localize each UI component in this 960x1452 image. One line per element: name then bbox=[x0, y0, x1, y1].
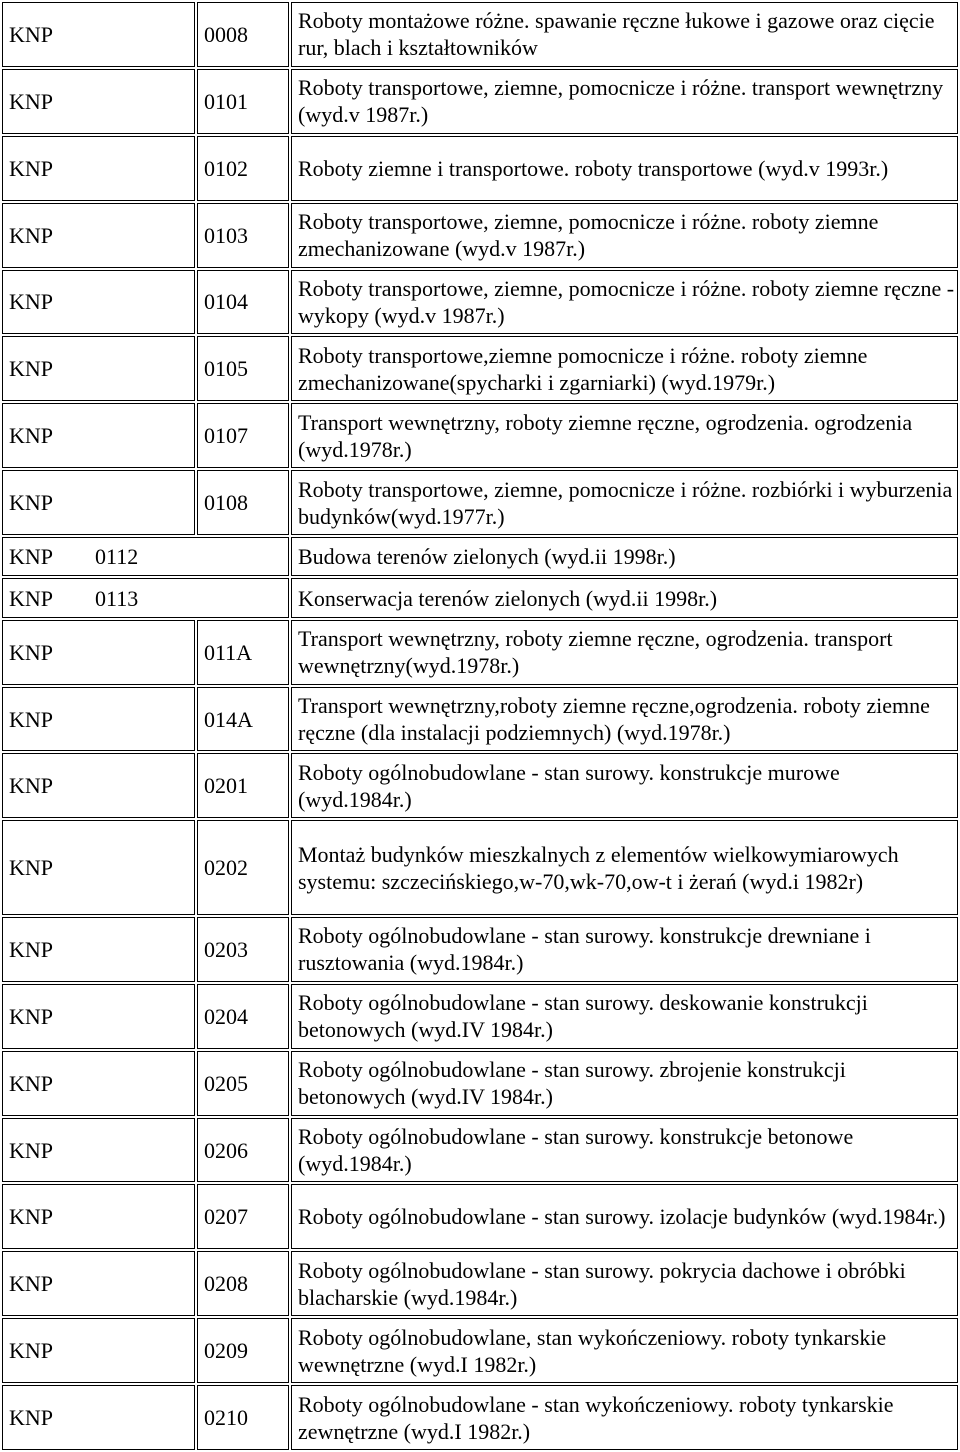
table-row bbox=[2, 687, 958, 752]
row-prefix-cell: KNP bbox=[2, 984, 195, 1049]
row-description-cell: Transport wewnętrzny, roboty ziemne ręczne, ogrodzenia. ogrodzenia (wyd.1978r.) bbox=[291, 403, 958, 468]
table-row bbox=[2, 917, 958, 982]
table-row bbox=[2, 820, 958, 915]
row-description-cell: Roboty transportowe,ziemne pomocnicze i różne. roboty ziemne zmechanizowane(spycharki i zgarniarki) (wyd.1979r.) bbox=[291, 336, 958, 401]
row-description-cell: Roboty ogólnobudowlane - stan surowy. zbrojenie konstrukcji betonowych (wyd.IV 1984r.) bbox=[291, 1051, 958, 1116]
table-row bbox=[2, 2, 958, 67]
row-number-cell: 0205 bbox=[197, 1051, 289, 1116]
table-row bbox=[2, 1385, 958, 1450]
row-number-cell: 0207 bbox=[197, 1184, 289, 1249]
row-number-cell: 0201 bbox=[197, 753, 289, 818]
row-description-cell: Roboty transportowe, ziemne, pomocnicze i różne. roboty ziemne ręczne - wykopy (wyd.v 1987r.) bbox=[291, 270, 958, 335]
row-description-cell: Transport wewnętrzny,roboty ziemne ręczne,ogrodzenia. roboty ziemne ręczne (dla instalacji podziemnych) (wyd.1978r.) bbox=[291, 687, 958, 752]
row-number-cell: 0208 bbox=[197, 1251, 289, 1316]
table-row bbox=[2, 203, 958, 268]
row-prefix-cell: KNP bbox=[2, 820, 195, 915]
table-row bbox=[2, 69, 958, 134]
row-prefix-cell: KNP bbox=[2, 1251, 195, 1316]
row-number-cell: 0210 bbox=[197, 1385, 289, 1450]
row-description-cell: Transport wewnętrzny, roboty ziemne ręczne, ogrodzenia. transport wewnętrzny(wyd.1978r.) bbox=[291, 620, 958, 685]
row-number-cell: 014A bbox=[197, 687, 289, 752]
row-prefix-cell: KNP bbox=[2, 1385, 195, 1450]
row-description-cell: Roboty ogólnobudowlane - stan surowy. konstrukcje betonowe (wyd.1984r.) bbox=[291, 1118, 958, 1183]
table-row bbox=[2, 336, 958, 401]
table-row bbox=[2, 403, 958, 468]
row-description-cell: Roboty ogólnobudowlane - stan surowy. pokrycia dachowe i obróbki blacharskie (wyd.1984r.) bbox=[291, 1251, 958, 1316]
table-row bbox=[2, 578, 958, 617]
row-number-cell: 0103 bbox=[197, 203, 289, 268]
table-row bbox=[2, 136, 958, 201]
row-description-cell: Roboty ogólnobudowlane - stan surowy. konstrukcje murowe (wyd.1984r.) bbox=[291, 753, 958, 818]
row-prefix-cell: KNP bbox=[2, 620, 195, 685]
row-number-cell: 0108 bbox=[197, 470, 289, 535]
row-prefix-cell: KNP bbox=[2, 203, 195, 268]
table-row bbox=[2, 984, 958, 1049]
table-row bbox=[2, 620, 958, 685]
row-number-cell: 0102 bbox=[197, 136, 289, 201]
row-number-cell: 011A bbox=[197, 620, 289, 685]
row-number-cell: 0008 bbox=[197, 2, 289, 67]
row-prefix: KNP bbox=[9, 585, 54, 611]
row-number-cell: 0209 bbox=[197, 1318, 289, 1383]
row-description-cell: Roboty ogólnobudowlane - stan surowy. izolacje budynków (wyd.1984r.) bbox=[291, 1184, 958, 1249]
row-number-cell: 0202 bbox=[197, 820, 289, 915]
row-prefix-cell: KNP bbox=[2, 687, 195, 752]
row-number-cell: 0101 bbox=[197, 69, 289, 134]
row-number: 0113 bbox=[95, 585, 139, 611]
row-prefix-cell: KNP bbox=[2, 270, 195, 335]
row-number-cell: 0203 bbox=[197, 917, 289, 982]
row-prefix-cell: KNP bbox=[2, 470, 195, 535]
row-description-cell: Roboty ogólnobudowlane - stan wykończeniowy. roboty tynkarskie zewnętrzne (wyd.I 1982r.) bbox=[291, 1385, 958, 1450]
row-number-cell: 0105 bbox=[197, 336, 289, 401]
catalog-table-body bbox=[2, 2, 958, 1450]
table-row bbox=[2, 1184, 958, 1249]
row-prefix-cell: KNP bbox=[2, 1318, 195, 1383]
row-prefix-cell: KNP bbox=[2, 69, 195, 134]
row-prefix: KNP bbox=[9, 544, 54, 570]
row-description-cell: Konserwacja terenów zielonych (wyd.ii 1998r.) bbox=[291, 578, 958, 617]
row-description-cell: Roboty ogólnobudowlane - stan surowy. konstrukcje drewniane i rusztowania (wyd.1984r.) bbox=[291, 917, 958, 982]
row-description-cell: Roboty ogólnobudowlane - stan surowy. deskowanie konstrukcji betonowych (wyd.IV 1984r.) bbox=[291, 984, 958, 1049]
row-number-cell: 0104 bbox=[197, 270, 289, 335]
row-description-cell: Roboty ogólnobudowlane, stan wykończeniowy. roboty tynkarskie wewnętrzne (wyd.I 1982r.) bbox=[291, 1318, 958, 1383]
row-number: 0112 bbox=[95, 544, 139, 570]
row-description-cell: Roboty transportowe, ziemne, pomocnicze i różne. roboty ziemne zmechanizowane (wyd.v 1987r.) bbox=[291, 203, 958, 268]
table-row bbox=[2, 753, 958, 818]
row-description-cell: Montaż budynków mieszkalnych z elementów wielkowymiarowych systemu: szczecińskiego,w-70,wk-70,ow-t i żerań (wyd.i 1982r) bbox=[291, 820, 958, 915]
row-prefix-cell: KNP bbox=[2, 136, 195, 201]
table-row bbox=[2, 1318, 958, 1383]
row-description-cell: Budowa terenów zielonych (wyd.ii 1998r.) bbox=[291, 537, 958, 576]
row-number-cell: 0107 bbox=[197, 403, 289, 468]
table-row bbox=[2, 1251, 958, 1316]
row-prefix-cell: KNP bbox=[2, 1051, 195, 1116]
table-row bbox=[2, 1118, 958, 1183]
row-description-cell: Roboty montażowe różne. spawanie ręczne łukowe i gazowe oraz cięcie rur, blach i kształtowników bbox=[291, 2, 958, 67]
row-prefix-cell: KNP bbox=[2, 753, 195, 818]
table-row bbox=[2, 537, 958, 576]
row-code-cell bbox=[2, 578, 289, 617]
row-number-cell: 0206 bbox=[197, 1118, 289, 1183]
row-description-cell: Roboty ziemne i transportowe. roboty transportowe (wyd.v 1993r.) bbox=[291, 136, 958, 201]
row-prefix-cell: KNP bbox=[2, 1184, 195, 1249]
row-description-cell: Roboty transportowe, ziemne, pomocnicze i różne. transport wewnętrzny (wyd.v 1987r.) bbox=[291, 69, 958, 134]
row-prefix-cell: KNP bbox=[2, 917, 195, 982]
row-description-cell: Roboty transportowe, ziemne, pomocnicze i różne. rozbiórki i wyburzenia budynków(wyd.1977r.) bbox=[291, 470, 958, 535]
row-code-cell bbox=[2, 537, 289, 576]
table-row bbox=[2, 1051, 958, 1116]
table-row bbox=[2, 270, 958, 335]
row-number-cell: 0204 bbox=[197, 984, 289, 1049]
row-prefix-cell: KNP bbox=[2, 2, 195, 67]
row-prefix-cell: KNP bbox=[2, 1118, 195, 1183]
row-prefix-cell: KNP bbox=[2, 336, 195, 401]
row-prefix-cell: KNP bbox=[2, 403, 195, 468]
table-row bbox=[2, 470, 958, 535]
